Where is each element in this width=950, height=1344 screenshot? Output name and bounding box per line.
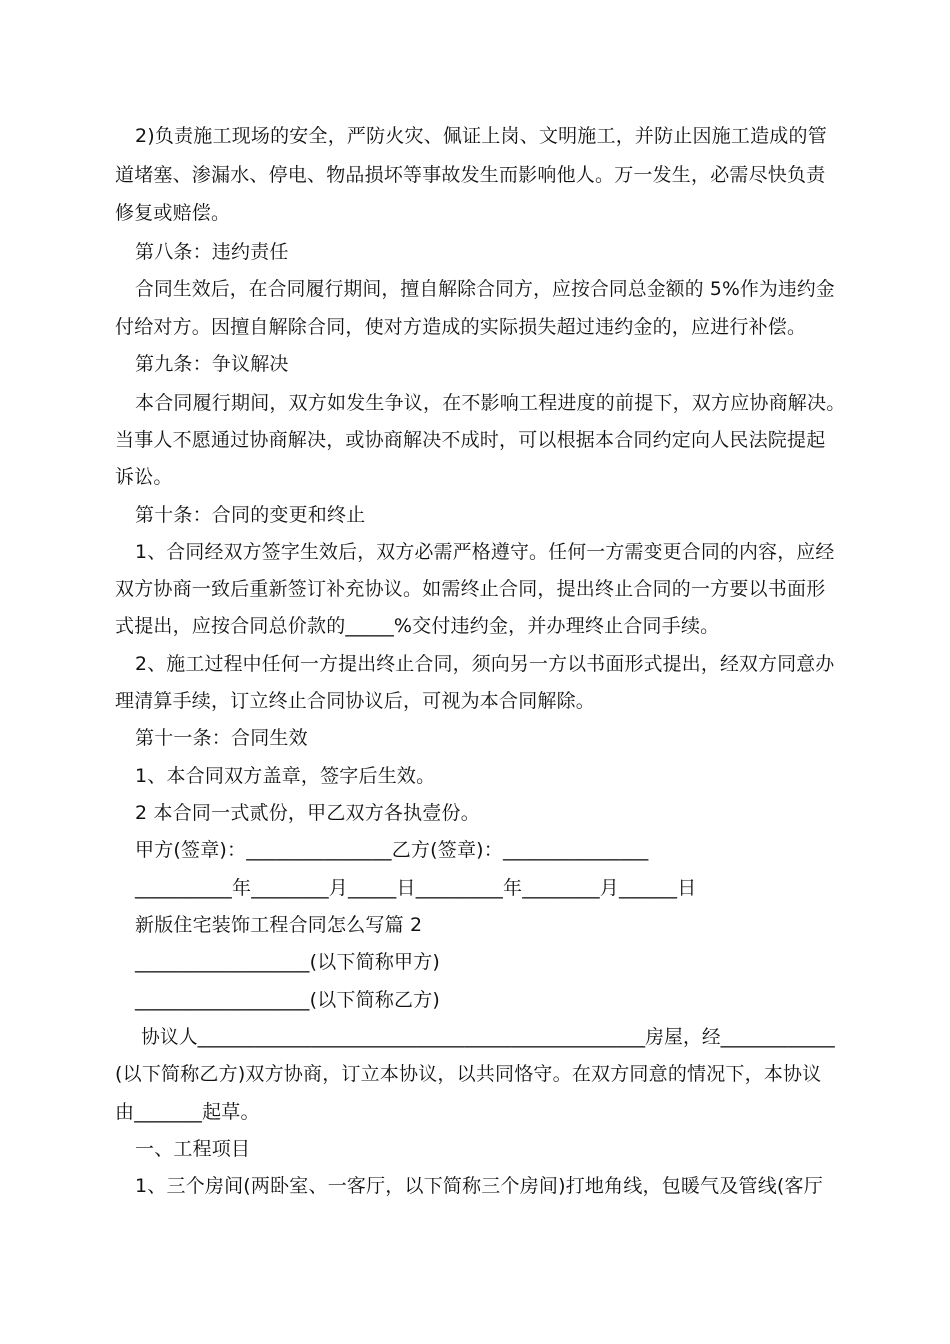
text-line: 2 本合同一式贰份，甲乙双方各执壹份。 [135,802,480,824]
text-line: (以下简称乙方)双方协商，订立本协议，以共同恪守。在双方同意的情况下，本协议 [115,1063,822,1085]
text-line: 付给对方。因擅自解除合同，使对方造成的实际损失超过违约金的，应进行补偿。 [115,316,807,338]
text-line: 当事人不愿通过协商解决，或协商解决不成时，可以根据本合同约定向人民法院提起 [115,429,826,451]
signature-line: 甲方(签章)：_______________乙方(签章)：_______________ [135,839,649,861]
text-line: 协议人_______________________________________________房屋，经____________ [135,1026,835,1048]
text-line: 由_______起草。 [115,1101,260,1123]
party-b-line: __________________(以下简称乙方) [135,989,441,1011]
section-heading: 一、工程项目 [135,1138,251,1160]
text-line: 合同生效后，在合同履行期间，擅自解除合同方，应按合同总金额的 5%作为违约金 [135,278,835,300]
text-line: 1、合同经双方签字生效后，双方必需严格遵守。任何一方需变更合同的内容，应经 [135,541,835,563]
section-heading: 第九条：争议解决 [135,353,289,375]
text-line: 式提出，应按合同总价款的_____%交付违约金，并办理终止合同手续。 [115,615,720,637]
text-line: 诉讼。 [115,466,173,488]
text-line: 2)负责施工现场的安全，严防火灾、佩证上岗、文明施工，并防止因施工造成的管 [135,125,827,147]
text-line: 1、三个房间(两卧室、一客厅，以下简称三个房间)打地角线，包暖气及管线(客厅 [135,1175,823,1197]
date-line: __________年________月_____日_________年________月______日 [135,877,697,899]
text-line: 理清算手续，订立终止合同协议后，可视为本合同解除。 [115,690,596,712]
text-line: 修复或赔偿。 [115,202,231,224]
section-heading: 第十一条：合同生效 [135,727,308,749]
section-heading: 第十条：合同的变更和终止 [135,504,366,526]
section-heading: 第八条：违约责任 [135,241,289,263]
text-line: 道堵塞、渗漏水、停电、物品损坏等事故发生而影响他人。万一发生，必需尽快负责 [115,164,826,186]
text-line: 本合同履行期间，双方如发生争议，在不影响工程进度的前提下，双方应协商解决。 [135,392,846,414]
text-line: 2、施工过程中任何一方提出终止合同，须向另一方以书面形式提出，经双方同意办 [135,653,835,675]
text-line: 双方协商一致后重新签订补充协议。如需终止合同，提出终止合同的一方要以书面形 [115,578,826,600]
text-line: 1、本合同双方盖章，签字后生效。 [135,765,436,787]
party-a-line: __________________(以下简称甲方) [135,951,441,973]
section-heading: 新版住宅装饰工程合同怎么写篇 2 [135,914,423,936]
